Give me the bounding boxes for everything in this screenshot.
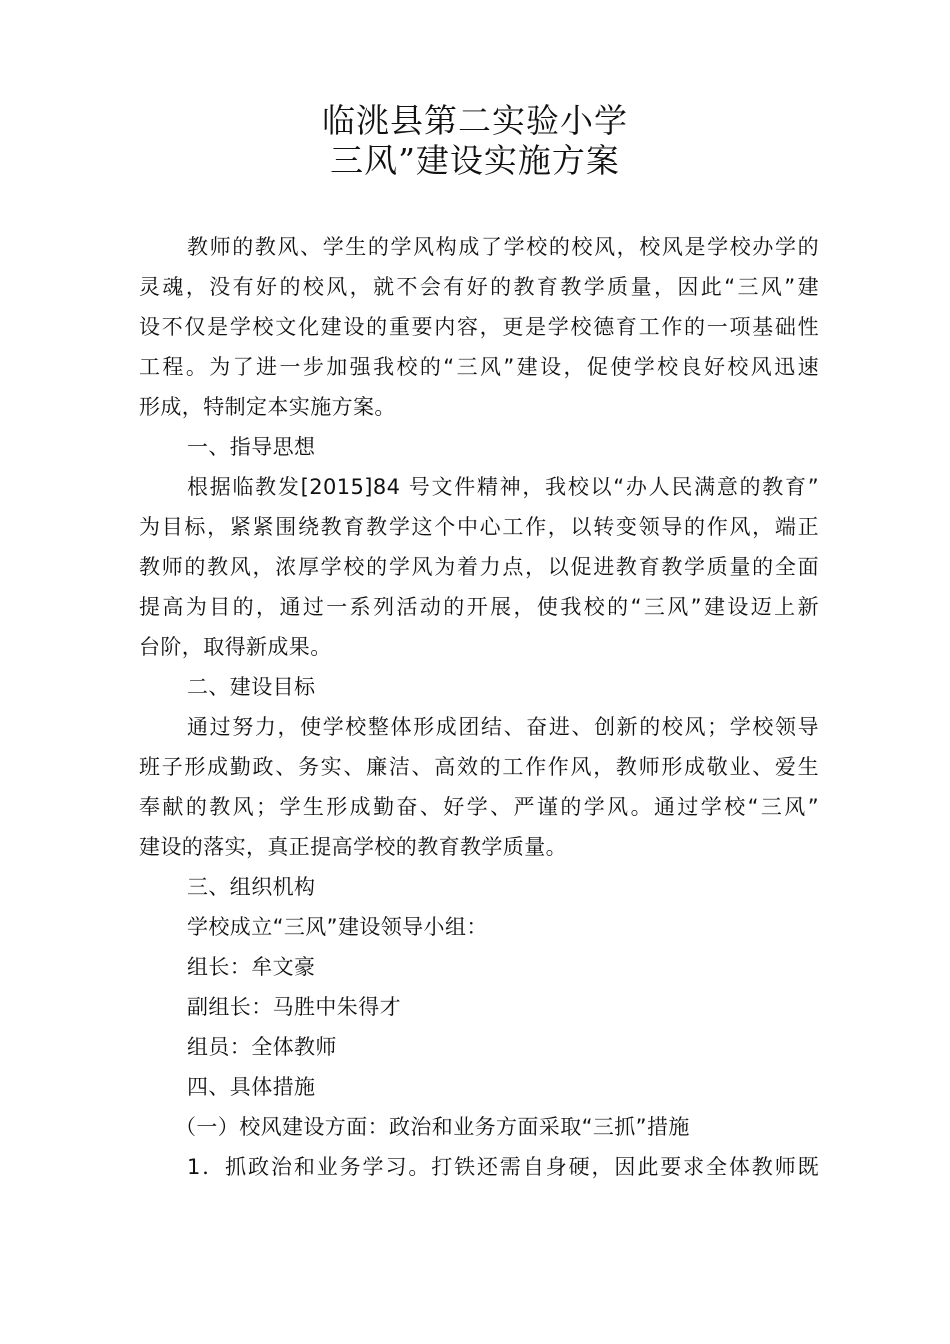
paragraph-2-line-1: 根据临教发[2015]84 号文件精神，我校以“办人民满意的教育” [187, 475, 819, 499]
org-line-3: 副组长：马胜中朱得才 [187, 995, 401, 1019]
paragraph-1-line-2: 灵魂，没有好的校风，就不会有好的教育教学质量，因此“三风”建 [139, 275, 819, 299]
section-heading-2: 二、建设目标 [187, 675, 316, 699]
paragraph-3-line-4: 建设的落实，真正提高学校的教育教学质量。 [139, 835, 567, 859]
paragraph-2-line-2: 为目标，紧紧围绕教育教学这个中心工作，以转变领导的作风，端正 [139, 515, 819, 539]
numbered-item-1: 1．抓政治和业务学习。打铁还需自身硬，因此要求全体教师既 [187, 1155, 819, 1179]
subsection-heading-1: （一）校风建设方面：政治和业务方面采取“三抓”措施 [175, 1115, 690, 1139]
paragraph-2-line-3: 教师的教风，浓厚学校的学风为着力点，以促进教育教学质量的全面 [139, 555, 819, 579]
org-line-1: 学校成立“三风”建设领导小组： [187, 915, 488, 939]
org-line-2: 组长：牟文豪 [187, 955, 316, 979]
document-title-line-2: 三风”建设实施方案 [330, 141, 620, 180]
paragraph-1-line-5: 形成，特制定本实施方案。 [139, 395, 396, 419]
section-heading-4: 四、具体措施 [187, 1075, 316, 1099]
paragraph-1-line-1: 教师的教风、学生的学风构成了学校的校风，校风是学校办学的 [187, 235, 819, 259]
section-heading-3: 三、组织机构 [187, 875, 316, 899]
paragraph-2-line-4: 提高为目的，通过一系列活动的开展，使我校的“三风”建设迈上新 [139, 595, 819, 619]
paragraph-3-line-2: 班子形成勤政、务实、廉洁、高效的工作作风，教师形成敬业、爱生 [139, 755, 819, 779]
section-heading-1: 一、指导思想 [187, 435, 316, 459]
paragraph-3-line-1: 通过努力，使学校整体形成团结、奋进、创新的校风；学校领导 [187, 715, 819, 739]
paragraph-1-line-3: 设不仅是学校文化建设的重要内容，更是学校德育工作的一项基础性 [139, 315, 819, 339]
paragraph-2-line-5: 台阶，取得新成果。 [139, 635, 332, 659]
paragraph-3-line-3: 奉献的教风；学生形成勤奋、好学、严谨的学风。通过学校“三风” [139, 795, 819, 819]
paragraph-1-line-4: 工程。为了进一步加强我校的“三风”建设，促使学校良好校风迅速 [139, 355, 819, 379]
org-line-4: 组员：全体教师 [187, 1035, 337, 1059]
document-title-line-1: 临洮县第二实验小学 [322, 101, 628, 140]
